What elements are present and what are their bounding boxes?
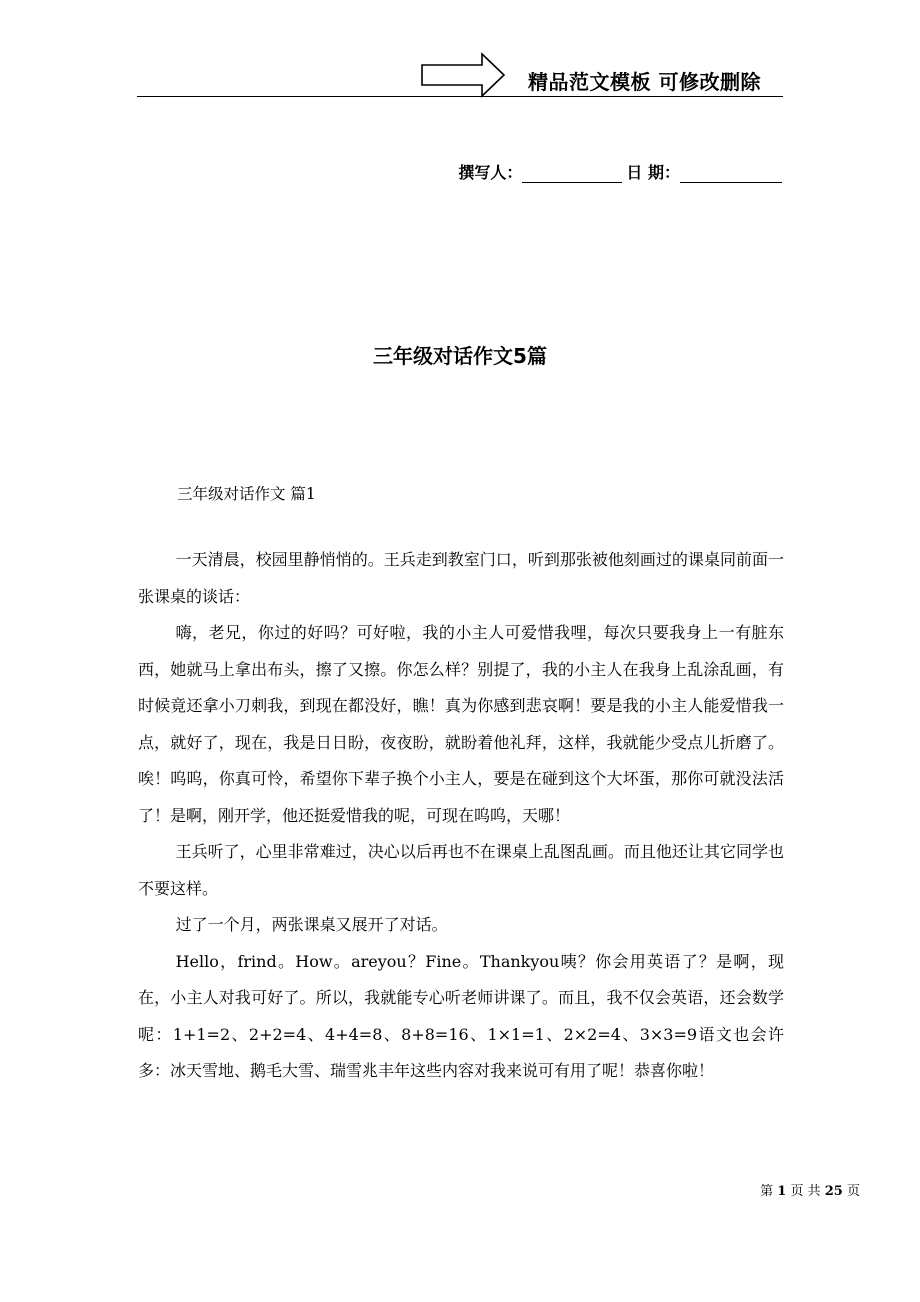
- date-label: 日 期：: [626, 163, 680, 182]
- paragraph: 王兵听了，心里非常难过，决心以后再也不在课桌上乱图乱画。而且他还让其它同学也不要这样。: [138, 842, 784, 898]
- current-page-number: 1: [777, 1184, 787, 1199]
- document-title: 三年级对话作文5篇: [373, 344, 547, 368]
- footer-middle: 页 共: [790, 1184, 821, 1199]
- author-label: 撰写人：: [458, 163, 523, 182]
- section-heading: 三年级对话作文 篇1: [177, 485, 316, 503]
- author-date-line: [458, 160, 782, 183]
- footer-suffix: 页: [846, 1184, 860, 1199]
- author-blank: [522, 164, 622, 183]
- total-pages-number: 25: [824, 1184, 843, 1199]
- footer-prefix: 第: [760, 1184, 774, 1199]
- arrow-icon: [420, 52, 506, 98]
- paragraph: 一天清晨，校园里静悄悄的。王兵走到教室门口，听到那张被他刻画过的课桌同前面一张课桌的谈话：: [138, 550, 784, 606]
- date-blank: [680, 164, 782, 183]
- paragraph: Hello，frind。How。areyou？Fine。Thankyou咦？你会用英语了？是啊，现在，小主人对我可好了。所以，我就能专心听老师讲课了。而且，我不仅会英语，还会数学呢：1+1=2、2+2=4、4+4=8、8+8=16、1×1=1、2×2=4、3×3=9语文也会许多：冰天雪地、鹅毛大雪、瑞雪兆丰年这些内容对我来说可有用了呢！恭喜你啦！: [138, 951, 784, 1080]
- article-body: [138, 542, 784, 1090]
- header-label: 精品范文模板 可修改删除: [528, 70, 761, 94]
- header-divider: [137, 96, 783, 97]
- paragraph: 嗨，老兄，你过的好吗？可好啦，我的小主人可爱惜我哩，每次只要我身上一有脏东西，她就马上拿出布头，擦了又擦。你怎么样？别提了，我的小主人在我身上乱涂乱画，有时候竟还拿小刀刺我，到现在都没好，瞧！真为你感到悲哀啊！要是我的小主人能爱惜我一点，就好了，现在，我是日日盼，夜夜盼，就盼着他礼拜，这样，我就能少受点儿折磨了。唉！呜呜，你真可怜，希望你下辈子换个小主人，要是在碰到这个大坏蛋，那你可就没法活了！是啊，刚开学，他还挺爱惜我的呢，可现在呜呜，天哪！: [138, 623, 784, 825]
- paragraph: 过了一个月，两张课桌又展开了对话。: [175, 915, 448, 934]
- page-footer: [760, 1180, 860, 1199]
